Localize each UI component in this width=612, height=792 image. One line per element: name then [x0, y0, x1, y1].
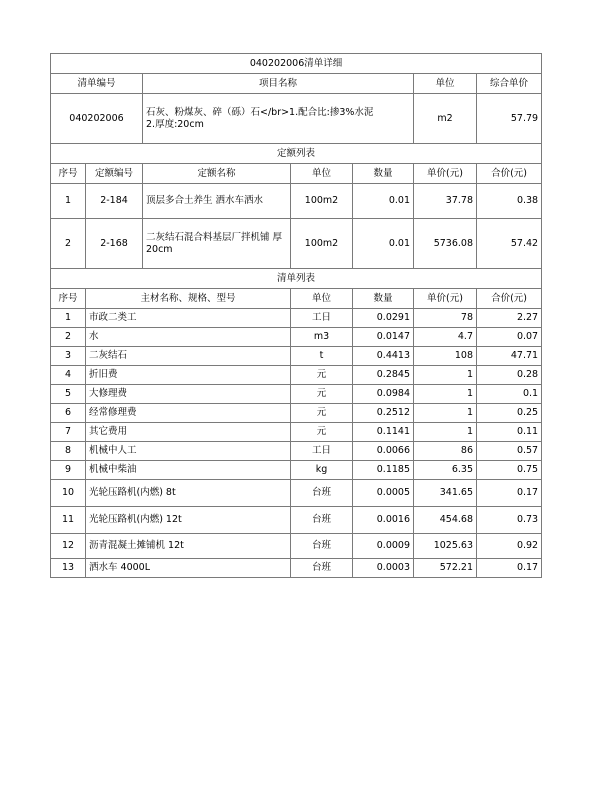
quota-header-row: [51, 164, 542, 184]
material-name: 二灰结石: [86, 347, 291, 366]
material-price: 1: [414, 423, 477, 442]
quota-price: 5736.08: [414, 219, 477, 269]
material-qty: 0.0016: [353, 507, 414, 534]
material-unit: 元: [291, 366, 353, 385]
list-header-total: 合价(元): [477, 289, 542, 309]
quota-total: 57.42: [477, 219, 542, 269]
material-qty: 0.0147: [353, 328, 414, 347]
material-seq: 10: [51, 480, 86, 507]
material-unit: 台班: [291, 559, 353, 578]
material-total: 0.07: [477, 328, 542, 347]
quota-name: 顶层多合土养生 洒水车洒水: [143, 184, 291, 219]
material-seq: 3: [51, 347, 86, 366]
material-unit: 工日: [291, 442, 353, 461]
material-row: [51, 347, 542, 366]
material-unit: 元: [291, 385, 353, 404]
material-name: 其它费用: [86, 423, 291, 442]
material-qty: 0.1141: [353, 423, 414, 442]
material-name: 经常修理费: [86, 404, 291, 423]
quota-header-name: 定额名称: [143, 164, 291, 184]
list-section-row: [51, 269, 542, 289]
material-seq: 9: [51, 461, 86, 480]
material-total: 47.71: [477, 347, 542, 366]
material-unit: 台班: [291, 480, 353, 507]
material-seq: 11: [51, 507, 86, 534]
quota-header-price: 单价(元): [414, 164, 477, 184]
material-total: 0.25: [477, 404, 542, 423]
quota-qty: 0.01: [353, 184, 414, 219]
material-price: 1: [414, 404, 477, 423]
material-row: [51, 534, 542, 559]
material-seq: 13: [51, 559, 86, 578]
quota-header-qty: 数量: [353, 164, 414, 184]
item-price: 57.79: [477, 94, 542, 144]
header-price: 综合单价: [477, 74, 542, 94]
material-unit: 台班: [291, 534, 353, 559]
quota-code: 2-184: [86, 184, 143, 219]
material-qty: 0.1185: [353, 461, 414, 480]
material-total: 2.27: [477, 309, 542, 328]
material-row: [51, 507, 542, 534]
material-name: 市政二类工: [86, 309, 291, 328]
quota-section-title: 定额列表: [51, 144, 542, 164]
material-qty: 0.0066: [353, 442, 414, 461]
material-name: 洒水车 4000L: [86, 559, 291, 578]
material-name: 大修理费: [86, 385, 291, 404]
material-total: 0.1: [477, 385, 542, 404]
item-unit: m2: [414, 94, 477, 144]
material-price: 108: [414, 347, 477, 366]
material-row: [51, 328, 542, 347]
material-price: 78: [414, 309, 477, 328]
material-name: 沥青混凝土摊铺机 12t: [86, 534, 291, 559]
material-seq: 8: [51, 442, 86, 461]
quota-header-total: 合价(元): [477, 164, 542, 184]
material-qty: 0.0003: [353, 559, 414, 578]
table-title: 040202006清单详细: [51, 54, 542, 74]
quota-unit: 100m2: [291, 184, 353, 219]
quota-seq: 1: [51, 184, 86, 219]
material-name: 水: [86, 328, 291, 347]
material-seq: 6: [51, 404, 86, 423]
material-price: 1: [414, 366, 477, 385]
material-total: 0.11: [477, 423, 542, 442]
header-code: 清单编号: [51, 74, 143, 94]
item-name: 石灰、粉煤灰、碎（砾）石</br>1.配合比:掺3%水泥 2.厚度:20cm: [143, 94, 414, 144]
material-unit: 元: [291, 404, 353, 423]
quota-name: 二灰结石混合料基层厂拌机铺 厚20cm: [143, 219, 291, 269]
material-total: 0.73: [477, 507, 542, 534]
material-qty: 0.0984: [353, 385, 414, 404]
quota-code: 2-168: [86, 219, 143, 269]
material-row: [51, 423, 542, 442]
material-seq: 1: [51, 309, 86, 328]
quota-unit: 100m2: [291, 219, 353, 269]
title-row: [51, 54, 542, 74]
header-name: 项目名称: [143, 74, 414, 94]
material-total: 0.75: [477, 461, 542, 480]
quota-header-seq: 序号: [51, 164, 86, 184]
item-code: 040202006: [51, 94, 143, 144]
material-row: [51, 442, 542, 461]
material-unit: t: [291, 347, 353, 366]
material-qty: 0.0009: [353, 534, 414, 559]
material-qty: 0.0005: [353, 480, 414, 507]
material-name: 光轮压路机(内燃) 12t: [86, 507, 291, 534]
list-header-row: [51, 289, 542, 309]
quota-total: 0.38: [477, 184, 542, 219]
material-seq: 2: [51, 328, 86, 347]
material-total: 0.17: [477, 559, 542, 578]
list-header-qty: 数量: [353, 289, 414, 309]
material-total: 0.92: [477, 534, 542, 559]
quota-row: [51, 219, 542, 269]
material-qty: 0.2512: [353, 404, 414, 423]
material-seq: 12: [51, 534, 86, 559]
quota-row: [51, 184, 542, 219]
material-price: 6.35: [414, 461, 477, 480]
list-header-name: 主材名称、规格、型号: [86, 289, 291, 309]
quota-header-code: 定额编号: [86, 164, 143, 184]
bill-item-row: [51, 94, 542, 144]
material-seq: 7: [51, 423, 86, 442]
material-row: [51, 461, 542, 480]
quota-section-row: [51, 144, 542, 164]
quota-seq: 2: [51, 219, 86, 269]
header-unit: 单位: [414, 74, 477, 94]
material-price: 4.7: [414, 328, 477, 347]
material-unit: kg: [291, 461, 353, 480]
material-price: 341.65: [414, 480, 477, 507]
material-seq: 5: [51, 385, 86, 404]
material-unit: 工日: [291, 309, 353, 328]
material-row: [51, 404, 542, 423]
material-unit: m3: [291, 328, 353, 347]
material-row: [51, 385, 542, 404]
material-unit: 元: [291, 423, 353, 442]
material-unit: 台班: [291, 507, 353, 534]
bill-detail-table: [50, 53, 542, 578]
material-name: 机械中人工: [86, 442, 291, 461]
list-header-seq: 序号: [51, 289, 86, 309]
material-total: 0.57: [477, 442, 542, 461]
material-seq: 4: [51, 366, 86, 385]
material-price: 1025.63: [414, 534, 477, 559]
material-name: 折旧费: [86, 366, 291, 385]
material-row: [51, 366, 542, 385]
material-row: [51, 309, 542, 328]
material-price: 572.21: [414, 559, 477, 578]
material-name: 光轮压路机(内燃) 8t: [86, 480, 291, 507]
material-qty: 0.0291: [353, 309, 414, 328]
list-header-unit: 单位: [291, 289, 353, 309]
material-row: [51, 559, 542, 578]
bill-header-row: [51, 74, 542, 94]
material-price: 86: [414, 442, 477, 461]
quota-header-unit: 单位: [291, 164, 353, 184]
list-header-price: 单价(元): [414, 289, 477, 309]
material-total: 0.28: [477, 366, 542, 385]
quota-qty: 0.01: [353, 219, 414, 269]
material-qty: 0.4413: [353, 347, 414, 366]
material-price: 1: [414, 385, 477, 404]
material-total: 0.17: [477, 480, 542, 507]
material-price: 454.68: [414, 507, 477, 534]
material-row: [51, 480, 542, 507]
list-section-title: 清单列表: [51, 269, 542, 289]
material-name: 机械中柴油: [86, 461, 291, 480]
material-qty: 0.2845: [353, 366, 414, 385]
quota-price: 37.78: [414, 184, 477, 219]
